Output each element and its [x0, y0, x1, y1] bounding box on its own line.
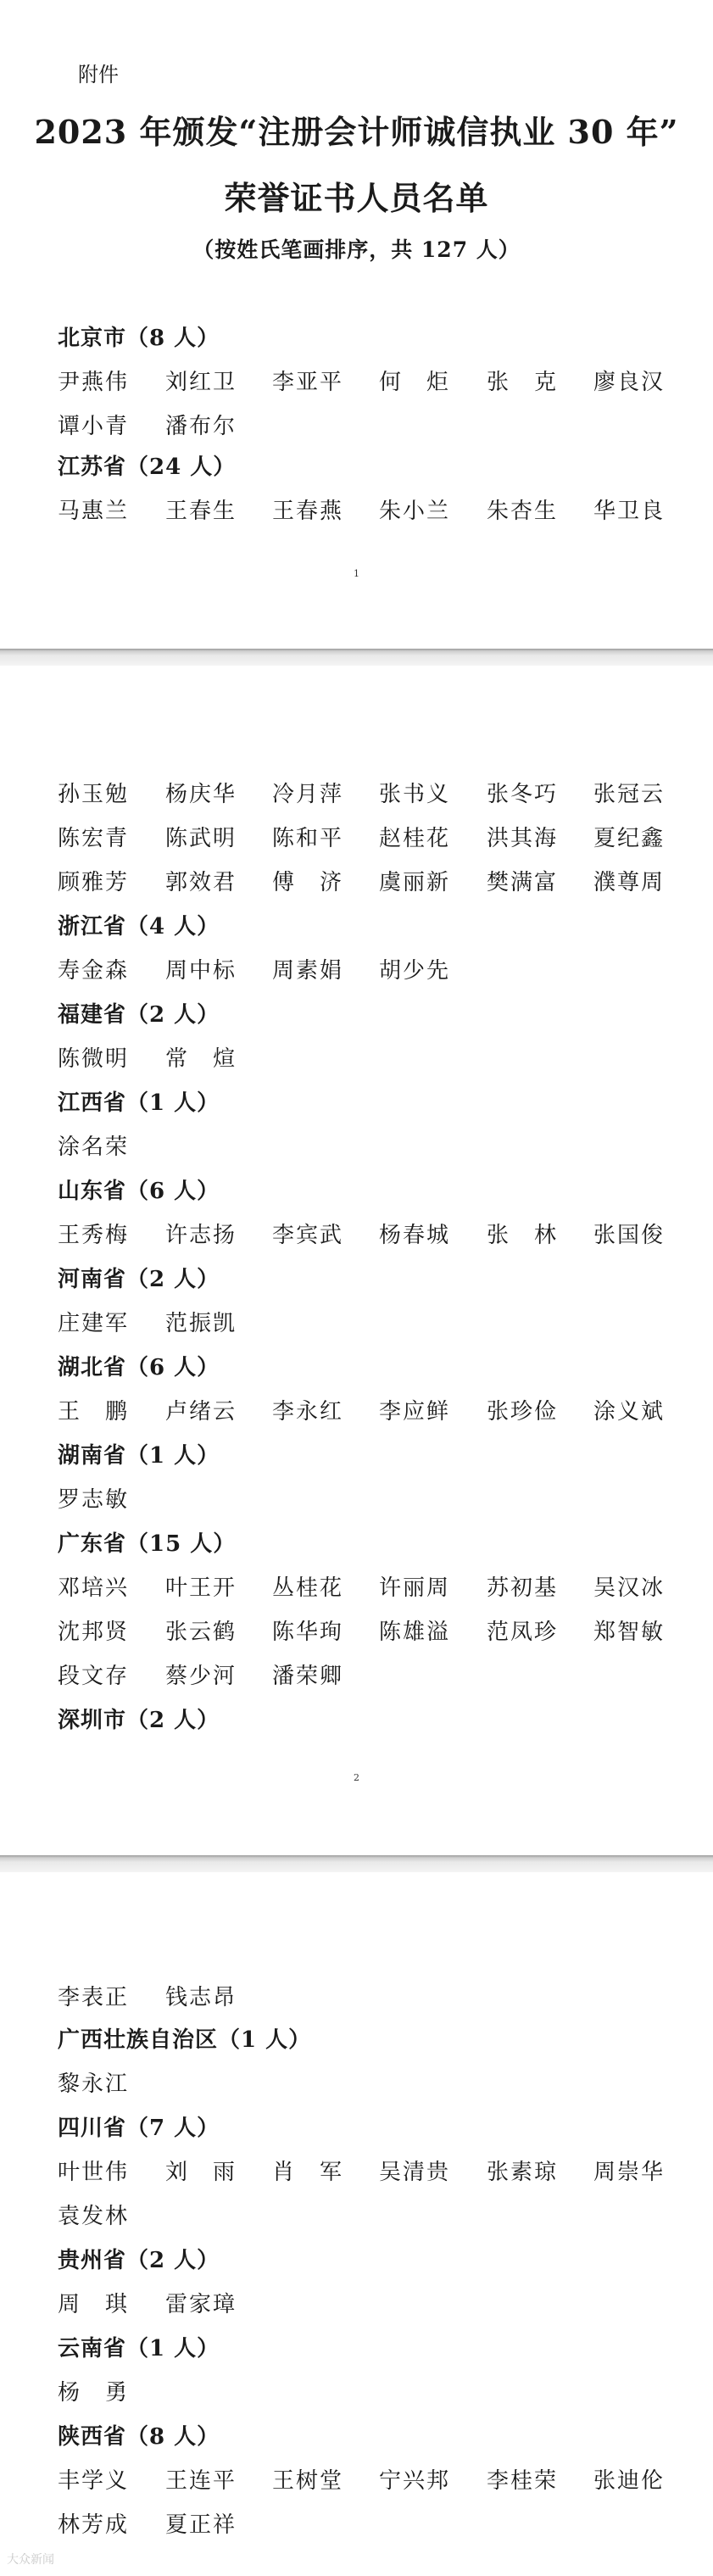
- person-name: 黎永江: [58, 2071, 130, 2097]
- person-name: 尹燕伟: [58, 370, 130, 395]
- person-name: 常 煊: [165, 1046, 237, 1072]
- person-name: 陈武明: [165, 826, 237, 851]
- person-name: 蔡少河: [165, 1664, 237, 1689]
- person-name: 张云鹤: [165, 1620, 237, 1645]
- person-name: 周崇华: [593, 2160, 666, 2185]
- province-heading: 广西壮族自治区（1 人）: [58, 2027, 312, 2053]
- person-name: 王连平: [165, 2468, 237, 2494]
- person-name: 李桂荣: [487, 2468, 559, 2494]
- person-name: 张珍俭: [487, 1399, 559, 1425]
- person-name: 朱杏生: [487, 499, 559, 524]
- province-heading: 湖南省（1 人）: [58, 1443, 220, 1469]
- person-name: 冷月萍: [272, 782, 344, 807]
- person-name: 郭效君: [165, 870, 237, 895]
- province-heading: 江西省（1 人）: [58, 1090, 220, 1116]
- page-separator: [0, 1855, 713, 1872]
- person-name: 杨 勇: [58, 2380, 130, 2406]
- person-name: 雷家璋: [165, 2292, 237, 2317]
- province-heading: 山东省（6 人）: [58, 1179, 220, 1204]
- person-name: 丛桂花: [272, 1575, 344, 1601]
- person-name: 王春生: [165, 499, 237, 524]
- person-name: 袁发林: [58, 2204, 130, 2229]
- person-name: 李亚平: [272, 370, 344, 395]
- person-name: 潘布尔: [165, 414, 237, 439]
- person-name: 潘荣卿: [272, 1664, 344, 1689]
- person-name: 吴汉冰: [593, 1575, 666, 1601]
- person-name: 樊满富: [487, 870, 559, 895]
- person-name: 周 琪: [58, 2292, 130, 2317]
- province-heading: 四川省（7 人）: [58, 2116, 220, 2141]
- person-name: 周中标: [165, 958, 237, 984]
- person-name: 朱小兰: [379, 499, 451, 524]
- document-title-line2: 荣誉证书人员名单: [224, 179, 489, 217]
- person-name: 华卫良: [593, 499, 666, 524]
- person-name: 罗志敏: [58, 1487, 130, 1513]
- person-name: 虞丽新: [379, 870, 451, 895]
- watermark-logo: 大众新闻: [7, 2553, 54, 2567]
- person-name: 林芳成: [58, 2512, 130, 2538]
- person-name: 张国俊: [593, 1223, 666, 1248]
- person-name: 段文存: [58, 1664, 130, 1689]
- person-name: 孙玉勉: [58, 782, 130, 807]
- person-name: 廖良汉: [593, 370, 666, 395]
- person-name: 何 炬: [379, 370, 451, 395]
- person-name: 许志扬: [165, 1223, 237, 1248]
- province-heading: 陕西省（8 人）: [58, 2424, 220, 2450]
- person-name: 王春燕: [272, 499, 344, 524]
- person-name: 丰学义: [58, 2468, 130, 2494]
- person-name: 张 克: [487, 370, 559, 395]
- person-name: 范振凯: [165, 1311, 237, 1336]
- person-name: 宁兴邦: [379, 2468, 451, 2494]
- person-name: 张素琼: [487, 2160, 559, 2185]
- person-name: 王树堂: [272, 2468, 344, 2494]
- person-name: 涂名荣: [58, 1135, 130, 1160]
- person-name: 陈雄溢: [379, 1620, 451, 1645]
- document-title: 2023 年颁发“注册会计师诚信执业 30 年”: [34, 113, 679, 151]
- province-heading: 贵州省（2 人）: [58, 2248, 220, 2273]
- person-name: 王秀梅: [58, 1223, 130, 1248]
- province-heading: 浙江省（4 人）: [58, 914, 220, 940]
- person-name: 叶王开: [165, 1575, 237, 1601]
- person-name: 杨春城: [379, 1223, 451, 1248]
- person-name: 张冬巧: [487, 782, 559, 807]
- person-name: 卢绪云: [165, 1399, 237, 1425]
- person-name: 张迪伦: [593, 2468, 666, 2494]
- person-name: 王 鹏: [58, 1399, 130, 1425]
- person-name: 顾雅芳: [58, 870, 130, 895]
- province-heading: 福建省（2 人）: [58, 1002, 220, 1028]
- person-name: 刘 雨: [165, 2160, 237, 2185]
- person-name: 钱志昂: [165, 1985, 237, 2010]
- page-separator: [0, 649, 713, 666]
- person-name: 杨庆华: [165, 782, 237, 807]
- person-name: 夏纪鑫: [593, 826, 666, 851]
- page-number: 2: [354, 1772, 359, 1783]
- person-name: 庄建军: [58, 1311, 130, 1336]
- attachment-label: 附件: [78, 63, 119, 86]
- person-name: 李永红: [272, 1399, 344, 1425]
- person-name: 郑智敏: [593, 1620, 666, 1645]
- person-name: 夏正祥: [165, 2512, 237, 2538]
- person-name: 张书义: [379, 782, 451, 807]
- person-name: 赵桂花: [379, 826, 451, 851]
- person-name: 陈宏青: [58, 826, 130, 851]
- person-name: 范凤珍: [487, 1620, 559, 1645]
- province-heading: 云南省（1 人）: [58, 2336, 220, 2361]
- province-heading: 北京市（8 人）: [58, 326, 220, 351]
- person-name: 沈邦贤: [58, 1620, 130, 1645]
- person-name: 刘红卫: [165, 370, 237, 395]
- province-heading: 河南省（2 人）: [58, 1267, 220, 1292]
- person-name: 陈和平: [272, 826, 344, 851]
- person-name: 涂义斌: [593, 1399, 666, 1425]
- person-name: 陈华珣: [272, 1620, 344, 1645]
- person-name: 傅 济: [272, 870, 344, 895]
- province-heading: 湖北省（6 人）: [58, 1355, 220, 1380]
- person-name: 濮尊周: [593, 870, 666, 895]
- person-name: 陈微明: [58, 1046, 130, 1072]
- province-heading: 广东省（15 人）: [58, 1531, 237, 1557]
- person-name: 谭小青: [58, 414, 130, 439]
- person-name: 李应鲜: [379, 1399, 451, 1425]
- person-name: 张 林: [487, 1223, 559, 1248]
- person-name: 李宾武: [272, 1223, 344, 1248]
- person-name: 洪其海: [487, 826, 559, 851]
- province-heading: 江苏省（24 人）: [58, 454, 237, 480]
- person-name: 马惠兰: [58, 499, 130, 524]
- province-heading: 深圳市（2 人）: [58, 1708, 220, 1733]
- person-name: 张冠云: [593, 782, 666, 807]
- page-number: 1: [354, 568, 359, 579]
- person-name: 吴清贵: [379, 2160, 451, 2185]
- document-subtitle: （按姓氏笔画排序，共 127 人）: [192, 237, 521, 262]
- person-name: 肖 军: [272, 2160, 344, 2185]
- person-name: 寿金森: [58, 958, 130, 984]
- person-name: 苏初基: [487, 1575, 559, 1601]
- person-name: 叶世伟: [58, 2160, 130, 2185]
- person-name: 李表正: [58, 1985, 130, 2010]
- person-name: 胡少先: [379, 958, 451, 984]
- person-name: 周素娟: [272, 958, 344, 984]
- person-name: 许丽周: [379, 1575, 451, 1601]
- person-name: 邓培兴: [58, 1575, 130, 1601]
